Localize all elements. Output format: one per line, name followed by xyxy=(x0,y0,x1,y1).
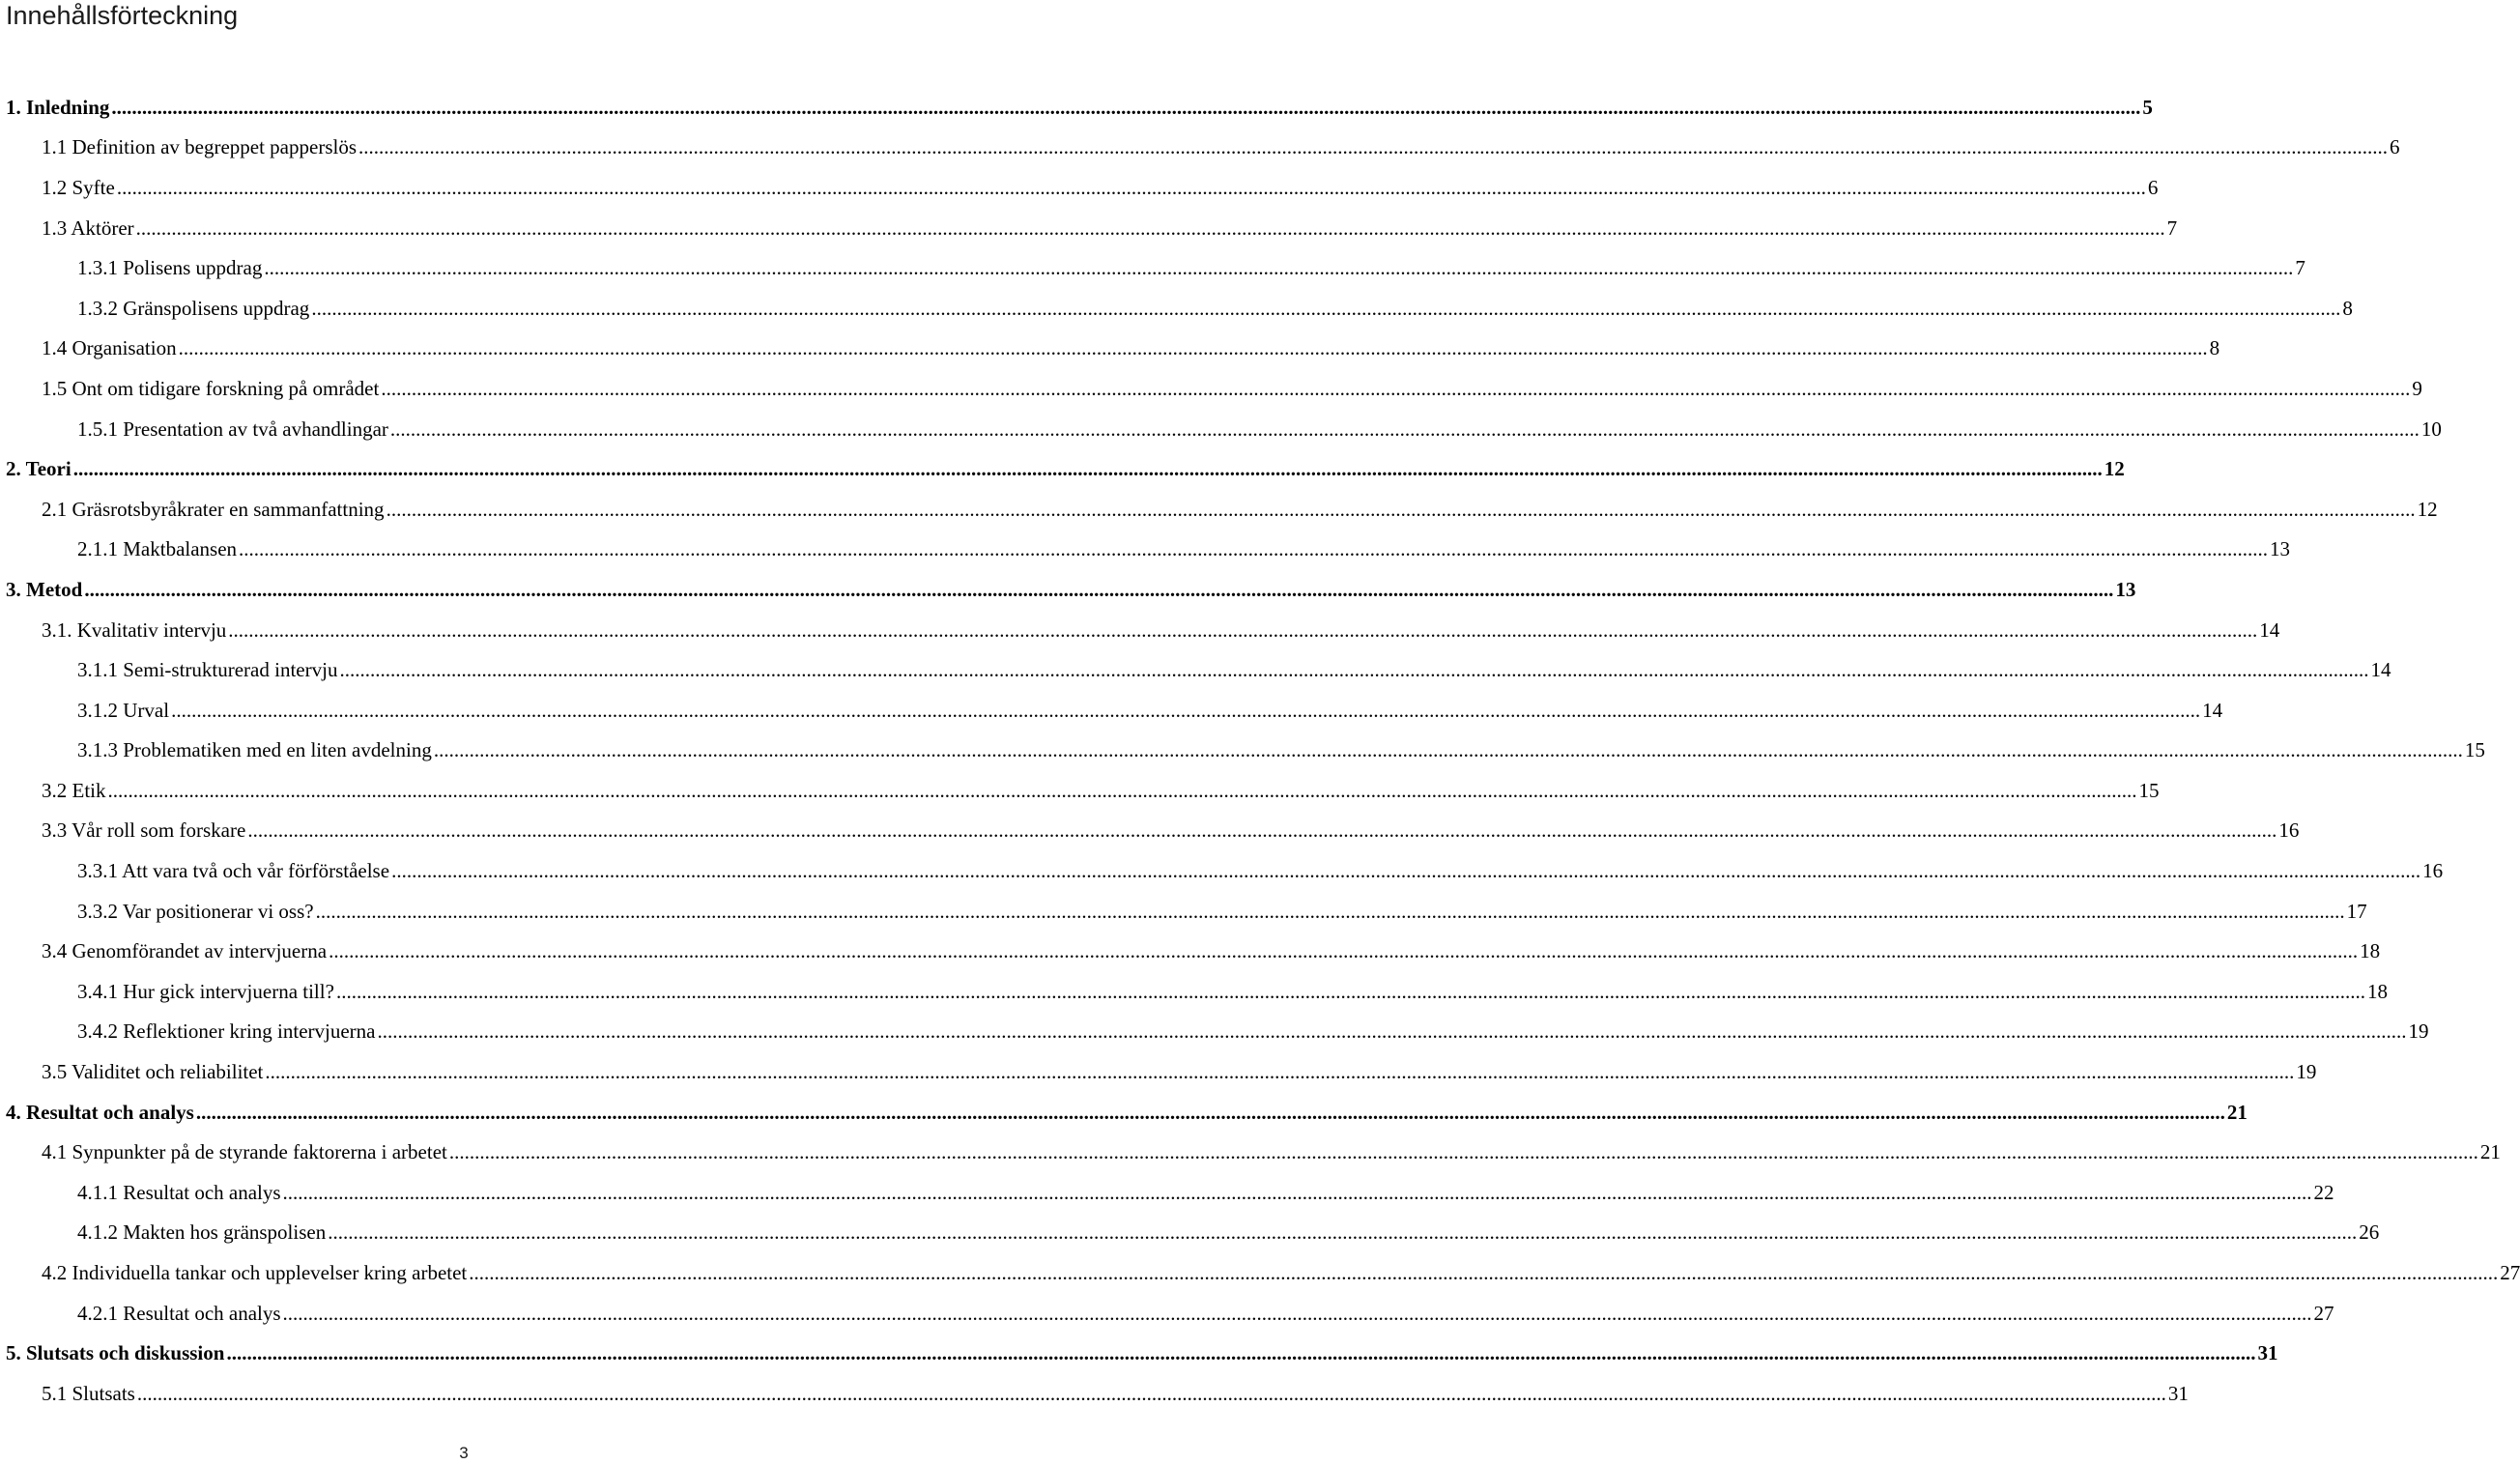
toc-entry-title: 3.1.3 Problematiken med en liten avdelning xyxy=(77,738,432,762)
toc-entry-title: 3.5 Validitet och reliabilitet xyxy=(42,1060,264,1084)
dot-leader: ................................................................................................................................................................................................................................................................................................................................................................................................................ xyxy=(265,1060,2295,1084)
toc-entry-title: 1.3.2 Gränspolisens uppdrag xyxy=(77,296,310,320)
toc-entry-page: 6 xyxy=(2390,135,2400,159)
toc-entry-page: 18 xyxy=(2360,939,2381,963)
toc-entry[interactable] xyxy=(0,971,2388,1012)
toc-entry-page: 31 xyxy=(2257,1341,2278,1365)
page-number: 3 xyxy=(459,1444,469,1462)
toc-entry-page: 27 xyxy=(2313,1301,2334,1325)
toc-entry[interactable] xyxy=(0,1213,2380,1253)
toc-entry-page: 14 xyxy=(2259,617,2280,642)
toc-entry-page: 15 xyxy=(2138,778,2160,802)
toc-entry-page: 14 xyxy=(2202,698,2223,722)
toc-entry-title: 3.4.2 Reflektioner kring intervjuerna xyxy=(77,1019,376,1044)
toc-entry[interactable] xyxy=(0,850,2444,891)
toc-entry-title: 1.2 Syfte xyxy=(42,175,115,199)
dot-leader: ................................................................................................................................................................................................................................................................................................................................................................................................................ xyxy=(339,658,2369,682)
dot-leader: ................................................................................................................................................................................................................................................................................................................................................................................................................ xyxy=(335,979,2365,1003)
dot-leader: ................................................................................................................................................................................................................................................................................................................................................................................................................ xyxy=(386,497,2416,521)
toc-entry[interactable] xyxy=(0,368,2422,409)
dot-leader: ................................................................................................................................................................................................................................................................................................................................................................................................................ xyxy=(228,617,2258,642)
toc-entry-title: 3.3.2 Var positionerar vi oss? xyxy=(77,899,314,923)
toc-entry-page: 8 xyxy=(2209,336,2220,360)
toc-entry-page: 31 xyxy=(2167,1381,2189,1405)
toc-entry-title: 3.1. Kvalitativ intervju xyxy=(42,617,227,642)
toc-entry[interactable] xyxy=(0,288,2353,329)
toc-entry-title: 2.1.1 Maktbalansen xyxy=(77,537,238,561)
dot-leader: ................................................................................................................................................................................................................................................................................................................................................................................................................ xyxy=(111,95,2141,119)
toc-entry-title: 4.1.2 Makten hos gränspolisen xyxy=(77,1220,327,1245)
toc-entry-page: 12 xyxy=(2417,497,2438,521)
dot-leader: ................................................................................................................................................................................................................................................................................................................................................................................................................ xyxy=(116,175,2146,199)
toc-entry-title: 1.3.1 Polisens uppdrag xyxy=(77,256,263,280)
toc-entry-page: 13 xyxy=(2270,537,2291,561)
dot-leader: ................................................................................................................................................................................................................................................................................................................................................................................................................ xyxy=(136,1381,2166,1405)
toc-entry-page: 7 xyxy=(2295,256,2305,280)
toc-entry[interactable] xyxy=(0,811,2300,851)
toc-entry-page: 6 xyxy=(2147,175,2159,199)
toc-entry-page: 16 xyxy=(2278,818,2300,843)
dot-leader: ................................................................................................................................................................................................................................................................................................................................................................................................................ xyxy=(328,1220,2358,1245)
dot-leader: ................................................................................................................................................................................................................................................................................................................................................................................................................ xyxy=(72,457,2103,481)
toc-entry-title: 1.3 Aktörer xyxy=(42,215,134,240)
toc-heading: Innehållsförteckning xyxy=(6,1,239,30)
toc-entry-page: 13 xyxy=(2115,577,2136,601)
toc-entry[interactable] xyxy=(0,530,2291,570)
toc-entry-page: 21 xyxy=(2479,1140,2501,1164)
toc-entry[interactable] xyxy=(0,1172,2334,1213)
toc-entry-page: 10 xyxy=(2420,416,2442,441)
dot-leader: ................................................................................................................................................................................................................................................................................................................................................................................................................ xyxy=(329,939,2359,963)
toc-entry-page: 7 xyxy=(2166,215,2178,240)
toc-entry-title: 4. Resultat och analys xyxy=(6,1100,194,1124)
toc-entry-title: 5.1 Slutsats xyxy=(42,1381,135,1405)
toc-entry-title: 4.2 Individuella tankar och upplevelser kring arbetet xyxy=(42,1261,468,1285)
toc-entry[interactable] xyxy=(0,1252,2520,1293)
toc-entry[interactable] xyxy=(0,489,2438,530)
toc-entry-title: 2.1 Gräsrotsbyråkrater en sammanfattning xyxy=(42,497,385,521)
toc-entry[interactable] xyxy=(0,247,2305,288)
dot-leader: ................................................................................................................................................................................................................................................................................................................................................................................................................ xyxy=(107,778,2137,802)
dot-leader: ................................................................................................................................................................................................................................................................................................................................................................................................................ xyxy=(195,1100,2225,1124)
toc-entry-page: 5 xyxy=(2142,95,2153,119)
toc-entry-title: 3.1.1 Semi-strukturerad intervju xyxy=(77,658,338,682)
dot-leader: ................................................................................................................................................................................................................................................................................................................................................................................................................ xyxy=(381,376,2411,400)
dot-leader: ................................................................................................................................................................................................................................................................................................................................................................................................................ xyxy=(226,1341,2256,1365)
toc-entry[interactable] xyxy=(0,1132,2501,1172)
dot-leader: ................................................................................................................................................................................................................................................................................................................................................................................................................ xyxy=(178,336,2208,360)
toc-entry[interactable] xyxy=(0,1092,2248,1133)
toc-entry[interactable] xyxy=(0,649,2391,690)
toc-entry[interactable] xyxy=(0,128,2400,168)
toc-entry[interactable] xyxy=(0,610,2280,650)
toc-entry[interactable] xyxy=(0,167,2159,208)
toc-entry-title: 3.4.1 Hur gick intervjuerna till? xyxy=(77,979,334,1003)
dot-leader: ................................................................................................................................................................................................................................................................................................................................................................................................................ xyxy=(433,738,2463,762)
toc-entry-page: 26 xyxy=(2359,1220,2380,1245)
toc-entry-page: 9 xyxy=(2412,376,2422,400)
dot-leader: ................................................................................................................................................................................................................................................................................................................................................................................................................ xyxy=(389,416,2420,441)
toc-entry-page: 19 xyxy=(2296,1060,2317,1084)
toc-entry[interactable] xyxy=(0,87,2153,128)
toc-entry-title: 4.2.1 Resultat och analys xyxy=(77,1301,281,1325)
toc-entry-page: 27 xyxy=(2500,1261,2520,1285)
toc-entry[interactable] xyxy=(0,770,2160,811)
toc-entry-page: 14 xyxy=(2370,658,2391,682)
toc-entry[interactable] xyxy=(0,1333,2278,1373)
dot-leader: ................................................................................................................................................................................................................................................................................................................................................................................................................ xyxy=(239,537,2269,561)
toc-entry[interactable] xyxy=(0,931,2381,971)
dot-leader: ................................................................................................................................................................................................................................................................................................................................................................................................................ xyxy=(448,1140,2478,1164)
toc-entry[interactable] xyxy=(0,409,2442,449)
toc-entry[interactable] xyxy=(0,1293,2334,1334)
toc-entry-title: 3.3 Vår roll som forskare xyxy=(42,818,246,843)
toc-entry[interactable] xyxy=(0,448,2125,489)
toc-entry-title: 4.1.1 Resultat och analys xyxy=(77,1180,281,1204)
toc-entry-title: 5. Slutsats och diskussion xyxy=(6,1341,225,1365)
dot-leader: ................................................................................................................................................................................................................................................................................................................................................................................................................ xyxy=(84,577,2114,601)
toc-entry-title: 3.3.1 Att vara två och vår förförståelse xyxy=(77,859,390,883)
toc-entry-title: 1. Inledning xyxy=(6,95,110,119)
toc-entry-page: 18 xyxy=(2366,979,2388,1003)
toc-entry-title: 3.4 Genomförandet av intervjuerna xyxy=(42,939,328,963)
table-of-contents xyxy=(0,87,2520,1414)
toc-entry[interactable] xyxy=(0,1012,2429,1052)
toc-entry-title: 3.1.2 Urval xyxy=(77,698,170,722)
dot-leader: ................................................................................................................................................................................................................................................................................................................................................................................................................ xyxy=(282,1180,2312,1204)
toc-entry[interactable] xyxy=(0,329,2220,369)
toc-entry-title: 4.1 Synpunkter på de styrande faktorerna i arbetet xyxy=(42,1140,447,1164)
toc-entry-title: 1.1 Definition av begreppet papperslös xyxy=(42,135,357,159)
dot-leader: ................................................................................................................................................................................................................................................................................................................................................................................................................ xyxy=(311,296,2341,320)
dot-leader: ................................................................................................................................................................................................................................................................................................................................................................................................................ xyxy=(315,899,2345,923)
toc-entry-page: 22 xyxy=(2313,1180,2334,1204)
toc-entry-page: 21 xyxy=(2226,1100,2248,1124)
dot-leader: ................................................................................................................................................................................................................................................................................................................................................................................................................ xyxy=(247,818,2277,843)
toc-entry[interactable] xyxy=(0,208,2178,248)
toc-entry-page: 17 xyxy=(2346,899,2367,923)
toc-entry-page: 19 xyxy=(2408,1019,2429,1044)
dot-leader: ................................................................................................................................................................................................................................................................................................................................................................................................................ xyxy=(469,1261,2499,1285)
dot-leader: ................................................................................................................................................................................................................................................................................................................................................................................................................ xyxy=(264,256,2294,280)
toc-entry-title: 1.4 Organisation xyxy=(42,336,177,360)
toc-entry-title: 1.5.1 Presentation av två avhandlingar xyxy=(77,416,388,441)
toc-entry-title: 2. Teori xyxy=(6,457,72,481)
toc-entry-page: 16 xyxy=(2422,859,2444,883)
toc-entry-title: 3. Metod xyxy=(6,577,83,601)
dot-leader: ................................................................................................................................................................................................................................................................................................................................................................................................................ xyxy=(282,1301,2312,1325)
toc-entry[interactable] xyxy=(0,891,2367,932)
toc-entry[interactable] xyxy=(0,1373,2189,1414)
toc-entry-title: 3.2 Etik xyxy=(42,778,106,802)
toc-entry[interactable] xyxy=(0,731,2485,771)
dot-leader: ................................................................................................................................................................................................................................................................................................................................................................................................................ xyxy=(135,215,2165,240)
dot-leader: ................................................................................................................................................................................................................................................................................................................................................................................................................ xyxy=(358,135,2388,159)
toc-entry[interactable] xyxy=(0,690,2223,731)
dot-leader: ................................................................................................................................................................................................................................................................................................................................................................................................................ xyxy=(171,698,2201,722)
toc-entry-page: 8 xyxy=(2342,296,2353,320)
toc-entry-page: 12 xyxy=(2104,457,2125,481)
dot-leader: ................................................................................................................................................................................................................................................................................................................................................................................................................ xyxy=(377,1019,2407,1044)
toc-entry-page: 15 xyxy=(2464,738,2485,762)
toc-entry[interactable] xyxy=(0,1051,2317,1092)
toc-entry-title: 1.5 Ont om tidigare forskning på området xyxy=(42,376,380,400)
toc-entry[interactable] xyxy=(0,569,2136,610)
dot-leader: ................................................................................................................................................................................................................................................................................................................................................................................................................ xyxy=(391,859,2421,883)
